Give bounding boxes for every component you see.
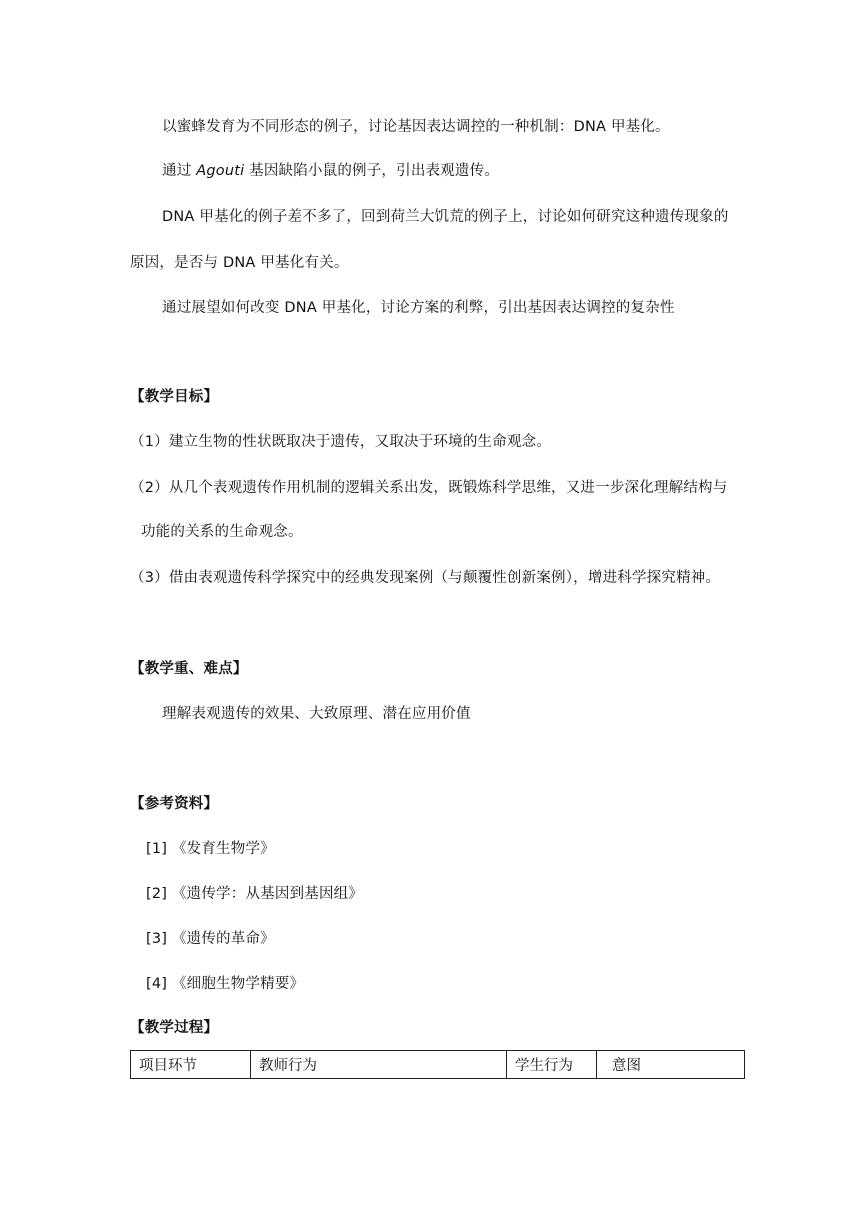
reference-item: [4] 《细胞生物学精要》 [146,976,305,992]
table-header-row [131,1051,745,1079]
intro-p2-prefix: 通过 [162,163,197,179]
intro-paragraph-2 [162,161,499,181]
objective-item-1: （1）建立生物的性状既取决于遗传，又取决于环境的生命观念。 [130,434,552,450]
objective-item-2-line-1: （2）从几个表观遗传作用机制的逻辑关系出发，既锻炼科学思维，又进一步深化理解结构与 [130,480,728,496]
objective-item-3: （3）借由表观遗传科学探究中的经典发现案例（与颠覆性创新案例），增进科学探究精神。 [130,570,721,586]
process-heading: 【教学过程】 [130,1020,219,1036]
teaching-process-table [130,1050,745,1079]
agouti-gene-term: Agouti [196,163,245,179]
reference-item: [1] 《发育生物学》 [146,841,275,857]
intro-paragraph-3-line-2: 原因，是否与 DNA 甲基化有关。 [130,255,349,271]
key-points-text: 理解表观遗传的效果、大致原理、潜在应用价值 [162,706,471,722]
references-heading: 【参考资料】 [130,796,219,812]
column-header-intent: 意图 [597,1051,745,1079]
column-header-teacher-actions: 教师行为 [251,1051,507,1079]
objectives-heading: 【教学目标】 [130,389,219,405]
column-header-stage: 项目环节 [131,1051,251,1079]
column-header-student-actions: 学生行为 [507,1051,597,1079]
reference-item: [2] 《遗传学：从基因到基因组》 [146,886,364,902]
key-points-heading: 【教学重、难点】 [130,661,248,677]
intro-paragraph-4: 通过展望如何改变 DNA 甲基化，讨论方案的利弊，引出基因表达调控的复杂性 [162,300,675,316]
objective-item-2-line-2: 功能的关系的生命观念。 [141,524,303,540]
intro-paragraph-1: 以蜜蜂发育为不同形态的例子，讨论基因表达调控的一种机制：DNA 甲基化。 [162,119,670,135]
reference-item: [3] 《遗传的革命》 [146,931,275,947]
intro-paragraph-3-line-1: DNA 甲基化的例子差不多了，回到荷兰大饥荒的例子上，讨论如何研究这种遗传现象的 [162,209,729,225]
intro-p2-suffix: 基因缺陷小鼠的例子，引出表观遗传。 [244,163,500,179]
